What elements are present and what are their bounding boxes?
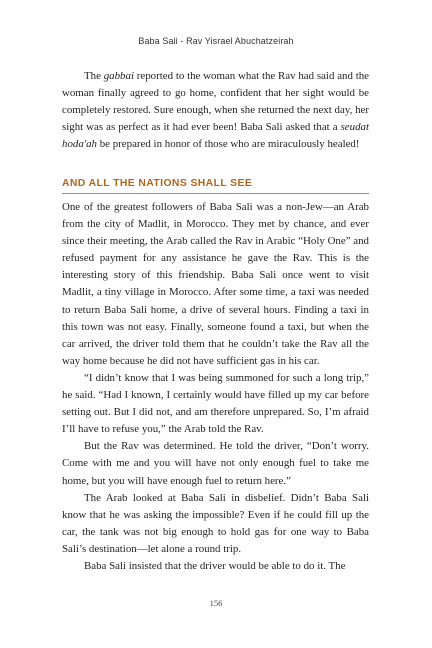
gabbai-term: gabbai	[103, 70, 134, 82]
body-paragraph: One of the greatest followers of Baba Sali was a non-Jew—an Arab from the city of Madlit, in Morocco. They met by chance, and ever since their meeting, the Arab called the Rav in Arabic “Holy One” and refused payment for any assistance he gave the Rav. This is the interesting story of this friendship. Baba Sali once went to visit Madlit, a tiny village in Morocco. After some time, a taxi was needed to return Baba Sali home, a drive of several hours. Finding a taxi in this town was not easy. Finally, someone found a taxi, but when the car arrived, the driver told them that he couldn’t take the Rav all the way home because he did not have sufficient gas in his car.	[62, 201, 369, 367]
body-paragraph: Baba Sali insisted that the driver would be able to do it. The	[84, 559, 346, 572]
body-paragraph: “I didn’t know that I was being summoned for such a long trip,” he said. “Had I known, I certainly would have filled up my car before setting out. But I did not, and am therefore unprepared. So, I’m afraid I’ll have to refuse you,” the Arab told the Rav.	[62, 371, 369, 436]
intro-text-1: The	[84, 70, 104, 82]
intro-text-3: be prepared in honor of those who are miraculously healed!	[97, 138, 360, 151]
body-paragraph: But the Rav was determined. He told the driver, “Don’t worry. Come with me and you will have not only enough fuel to take me home, but you will have enough fuel to return here.”	[62, 440, 369, 487]
seudat-hodaah-term: seudat hoda'ah	[62, 121, 369, 151]
body-block	[62, 199, 369, 575]
running-head: Baba Sali - Rav Yisrael Abuchatzeirah	[138, 36, 294, 46]
section-rule	[62, 193, 369, 194]
intro-paragraph	[62, 68, 369, 153]
intro-block	[62, 68, 369, 153]
section-heading: AND ALL THE NATIONS SHALL SEE	[62, 178, 253, 189]
intro-text-2: reported to the woman what the Rav had said and the woman finally agreed to go home, confident that her sight would be completely restored. Sure enough, when she returned the next day, her sight was as perfect as it had ever been! Baba Sali asked that a	[62, 70, 369, 134]
page-number: 156	[209, 598, 223, 608]
body-paragraph: The Arab looked at Baba Sali in disbelief. Didn’t Baba Sali know that he was asking the impossible? Even if he could fill up the car, the tank was not big enough to hold gas for one way to Baba Sali’s destination—let alone a round trip.	[62, 491, 369, 555]
